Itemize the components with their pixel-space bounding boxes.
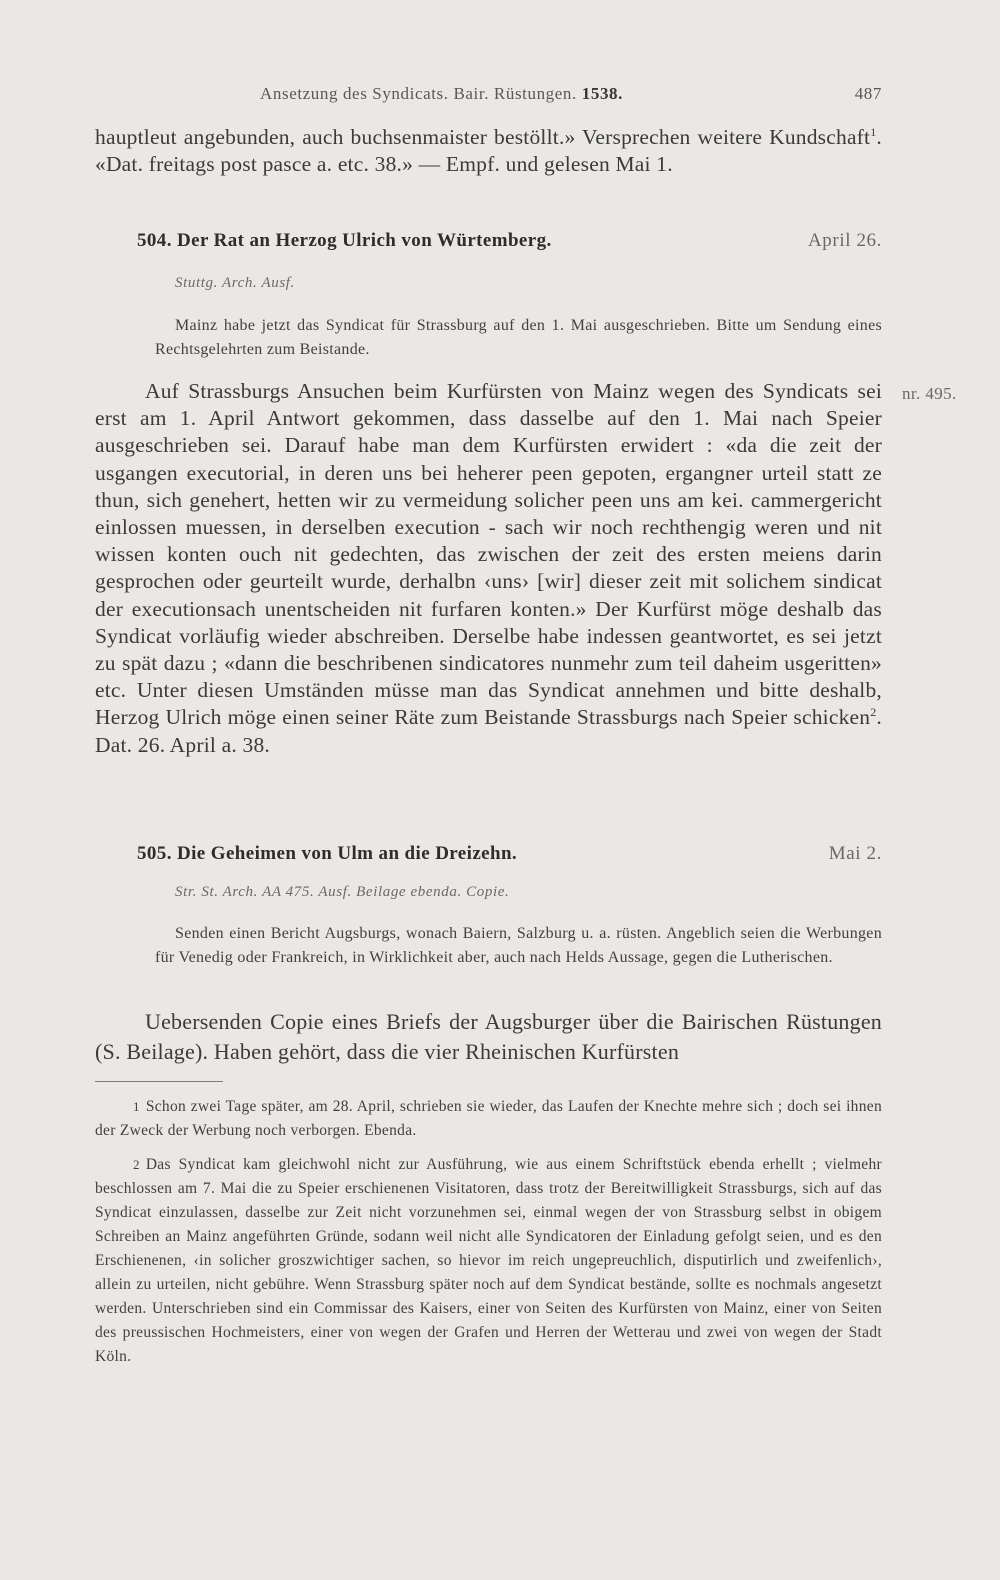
entry-504-body-text: Auf Strassburgs Ansuchen beim Kurfürsten von Mainz wegen des Syndicats sei erst am 1. April Antwort gekommen, dass dasselbe auf den 1. Mai nach Speier ausgeschrieben sei. Darauf habe man dem Kurfürsten erwidert : «da die zeit der usgangen executorial, in deren uns bei heherer peen gepoten, ergangner urteil statt ze thun, sich genehert, hetten wir zu vermeidung solicher peen uns am kei. cammergericht einlossen muessen, in derselben execution - sach wir noch rechthengig weren und nit wissen konten ouch nit gedechten, das zwischen der zeit des ersten meiens darin gesprochen oder geurteilt wurde, derhalbn ‹uns› [wir] dieser zeit mit solichem sindicat der executionsach unentscheiden nit furfaren konten.» Der Kurfürst möge deshalb das Syndicat vorläufig wieder abschreiben. Derselbe habe indessen geantwortet, es sei jetzt zu spät dazu ; «dann die beschribenen sindicatores nunmehr zum teil daheim usgeritten» etc. Unter diesen Umständen müsse man das Syndicat annehmen und bitte deshalb, Herzog Ulrich möge einen seiner Räte zum Beistande Strassburgs nach Speier schicken — [95, 379, 882, 730]
margin-reference: nr. 495. — [902, 384, 957, 403]
entry-505-source: Str. St. Arch. AA 475. Ausf. Beilage ebenda. Copie. — [175, 884, 510, 900]
entry-505-summary: Senden einen Bericht Augsburgs, wonach Baiern, Salzburg u. a. rüsten. Angeblich seien die Werbungen für Venedig oder Frankreich, in Wirklichkeit aber, auch nach Helds Aussage, gegen die Lutherischen. — [155, 925, 882, 966]
footnote-1-text: Schon zwei Tage später, am 28. April, schrieben sie wieder, das Laufen der Knechte mehre sich ; doch sei ihnen der Zweck der Werbung noch verborgen. Ebenda. — [95, 1098, 882, 1139]
footnote-2 — [95, 1153, 882, 1369]
entry-505-heading — [137, 843, 882, 871]
entry-504-body — [95, 378, 882, 759]
footnote-rule — [95, 1081, 223, 1082]
entry-504-summary: Mainz habe jetzt das Syndicat für Strassburg auf den 1. Mai ausgeschrieben. Bitte um Sendung eines Rechtsgelehrten zum Beistande. — [155, 317, 882, 358]
entry-504-title: 504. Der Rat an Herzog Ulrich von Würtemberg. — [137, 230, 552, 251]
running-head — [95, 84, 882, 110]
entry-505-date: Mai 2. — [828, 843, 882, 864]
intro-text-end: . «Dat. freitags post pasce a. etc. 38.» — Empf. und gelesen Mai 1. — [95, 125, 882, 177]
intro-paragraph — [95, 124, 882, 178]
entry-504-source: Stuttg. Arch. Ausf. — [175, 275, 295, 291]
running-head-title-text: Ansetzung des Syndicats. Bair. Rüstungen. — [260, 84, 577, 103]
footnote-1 — [95, 1095, 882, 1143]
entry-505-title: 505. Die Geheimen von Ulm an die Dreizehn. — [137, 843, 518, 864]
intro-text: hauptleut angebunden, auch buchsenmaister bestöllt.» Versprechen weitere Kundschaft — [95, 125, 871, 149]
footnote-1-mark: 1 — [133, 1099, 140, 1114]
entry-505-body: Uebersenden Copie eines Briefs der Augsburger über die Bairischen Rüstungen (S. Beilage). Haben gehört, dass die vier Rheinischen Kurfürsten — [95, 1009, 882, 1064]
entry-504-heading — [137, 230, 882, 258]
entry-504-body-end: . Dat. 26. April a. 38. — [95, 705, 882, 757]
footnote-ref-1: 1 — [870, 124, 877, 139]
footnote-ref-2: 2 — [870, 705, 877, 720]
entry-504-date: April 26. — [807, 230, 882, 251]
page-number: 487 — [854, 84, 882, 103]
footnote-2-text: Das Syndicat kam gleichwohl nicht zur Ausführung, wie aus einem Schriftstück ebenda erhellt ; vielmehr beschlossen am 7. Mai die zu Speier erschienenen Visitatoren, dass trotz der Bereitwilligkeit Strassburgs, sich auf das Syndicat einzulassen, dasselbe zur Zeit nicht vorzunehmen sei, einmal wegen der von Strassburg selbst in obigem Schreiben an Mainz angeführten Gründe, sodann weil nicht alle Syndicatoren der Einladung gefolgt seien, und es den Erschienenen, ‹in solicher groszwichtiger sachen, so hievor im reich ungepreuchlich, disputirlich und zweifenlich›, allein zu urteilen, nicht gebühre. Wenn Strassburg später noch auf dem Syndicat bestände, sollte es nochmals angesetzt werden. Unterschrieben sind ein Commissar des Kaisers, einer von Seiten des Kurfürsten von Mainz, einer von Seiten des preussischen Hochmeisters, einer von wegen der Grafen und Herren der Wetterau und zwei von wegen der Stadt Köln. — [95, 1156, 882, 1365]
running-head-title — [260, 84, 623, 104]
running-head-year: 1538. — [581, 84, 623, 103]
footnote-2-mark: 2 — [133, 1157, 140, 1172]
